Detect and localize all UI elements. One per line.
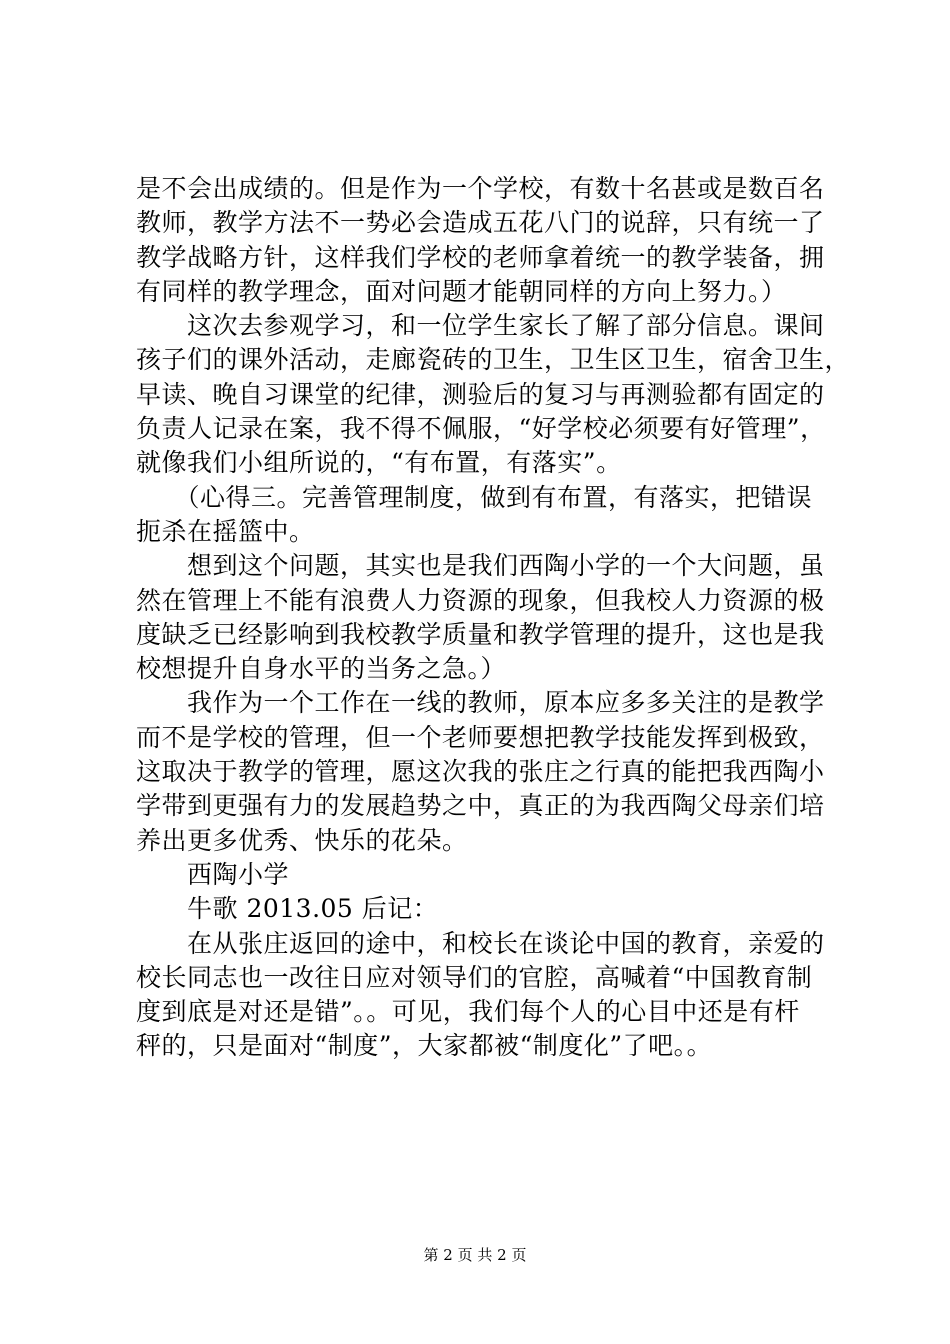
- text-line: 孩子们的课外活动，走廊瓷砖的卫生，卫生区卫生，宿舍卫生，: [136, 345, 851, 375]
- document-body: [136, 172, 851, 1064]
- text-line: 这取决于教学的管理，愿这次我的张庄之行真的能把我西陶小: [136, 757, 825, 787]
- text-line: 度到底是对还是错”。。可见，我们每个人的心目中还是有杆: [136, 997, 800, 1027]
- text-line: 养出更多优秀、快乐的花朵。: [136, 825, 468, 855]
- text-line: 牛歌 2013.05 后记：: [136, 894, 439, 924]
- text-line: 我作为一个工作在一线的教师，原本应多多关注的是教学: [136, 688, 825, 718]
- text-line: 校想提升自身水平的当务之急。）: [136, 654, 507, 684]
- text-line: 度缺乏已经影响到我校教学质量和教学管理的提升，这也是我: [136, 619, 825, 649]
- text-line: 就像我们小组所说的，“有布置，有落实”。: [136, 448, 622, 478]
- text-line: 早读、晚自习课堂的纪律，测验后的复习与再测验都有固定的: [136, 379, 825, 409]
- text-line: 教学战略方针，这样我们学校的老师拿着统一的教学装备，拥: [136, 242, 825, 272]
- text-line: 负责人记录在案，我不得不佩服，“好学校必须要有好管理”，: [136, 414, 826, 444]
- text-line: 扼杀在摇篮中。: [136, 516, 315, 546]
- text-line: 这次去参观学习，和一位学生家长了解了部分信息。课间: [136, 311, 825, 341]
- text-line: 然在管理上不能有浪费人力资源的现象，但我校人力资源的极: [136, 585, 825, 615]
- text-line: （心得三。完善管理制度，做到有布置，有落实，把错误: [136, 482, 813, 512]
- text-line: 校长同志也一改往日应对领导们的官腔，高喊着“中国教育制: [136, 962, 813, 992]
- page-number-label: 第 2 页 共 2 页: [423, 1246, 527, 1264]
- text-line: 想到这个问题，其实也是我们西陶小学的一个大问题，虽: [136, 551, 825, 581]
- text-line: 教师，教学方法不一势必会造成五花八门的说辞，只有统一了: [136, 208, 825, 238]
- text-line: 学带到更强有力的发展趋势之中，真正的为我西陶父母亲们培: [136, 791, 825, 821]
- text-line: 在从张庄返回的途中，和校长在谈论中国的教育，亲爱的: [136, 928, 825, 958]
- text-line: 有同样的教学理念，面对问题才能朝同样的方向上努力。）: [136, 276, 787, 306]
- text-line: 西陶小学: [136, 859, 290, 889]
- text-line: 秤的，只是面对“制度”，大家都被“制度化”了吧。。: [136, 1031, 713, 1061]
- text-line: 是不会出成绩的。但是作为一个学校，有数十名甚或是数百名: [136, 174, 825, 203]
- text-line: 而不是学校的管理，但一个老师要想把教学技能发挥到极致，: [136, 722, 825, 752]
- page-footer: [0, 1245, 950, 1265]
